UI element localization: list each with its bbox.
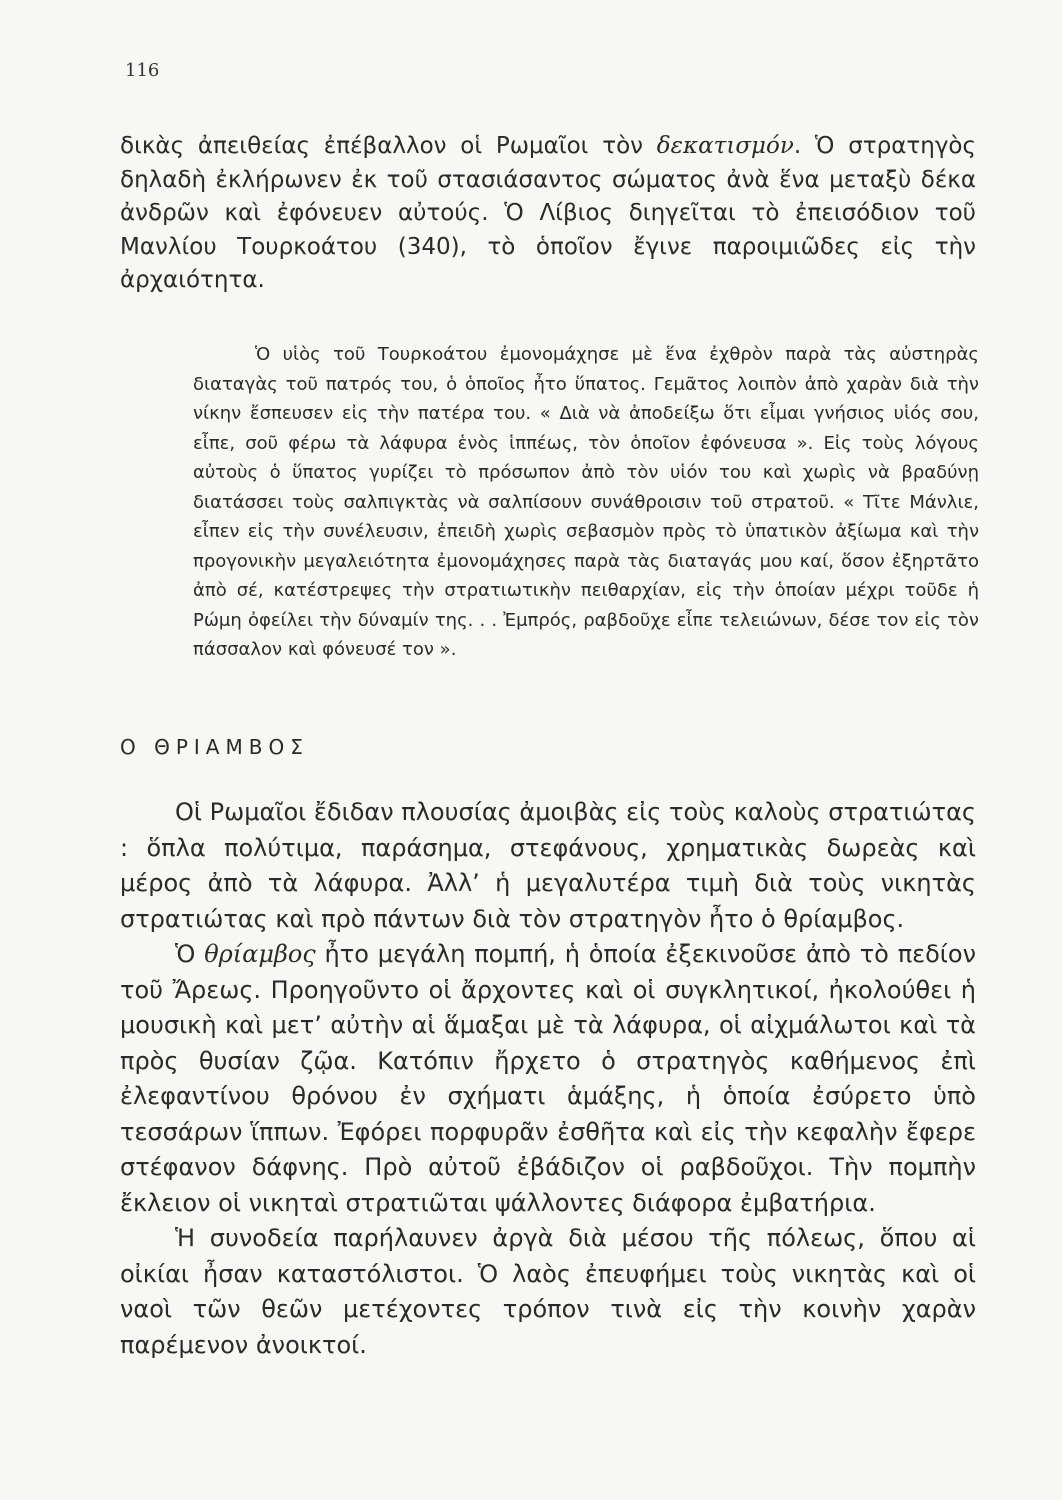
paragraph-text: Ἡ συνοδεία παρήλαυνεν ἀργὰ διὰ μέσου τῆς πόλεως, ὅπου αἱ οἰκίαι ἦσαν καταστόλιστοι. Ὁ λαὸς ἐπευφήμει τοὺς νικητὰς καὶ οἱ ναοὶ τῶν θεῶν μετέχοντες τρόπον τινὰ εἰς τὴν κοινὴν χαρὰν παρέμενον ἀνοικτοί. <box>120 1224 976 1359</box>
intro-paragraph <box>120 130 976 298</box>
quote-paragraph <box>193 340 979 665</box>
section-paragraph-2 <box>120 937 976 1221</box>
paragraph-text: ἦτο μεγάλη πομπή, ἡ ὁποία ἐξεκινοῦσε ἀπὸ τὸ πεδίον τοῦ Ἄρεως. Προηγοῦντο οἱ ἄρχοντες καὶ οἱ συγκλητικοί, ἠκολούθει ἡ μουσικὴ καὶ μετ’ αὐτὴν αἱ ἅμαξαι μὲ τὰ λάφυρα, οἱ αἰχμάλωτοι καὶ τὰ πρὸς θυσίαν ζῷα. Κατόπιν ἤρχετο ὁ στρατηγὸς καθήμενος ἐπὶ ἐλεφαντίνου θρόνου ἐν σχήματι ἁμάξης, ἡ ὁποία ἐσύρετο ὑπὸ τεσσάρων ἵππων. Ἐφόρει πορφυρᾶν ἐσθῆτα καὶ εἰς τὴν κεφαλὴν ἔφερε στέφανον δάφνης. Πρὸ αὐτοῦ ἐβάδιζον οἱ ραβδοῦχοι. Τὴν πομπὴν ἔκλειον οἱ νικηταὶ στρατιῶται ψάλλοντες διάφορα ἐμβατήρια. <box>120 940 977 1217</box>
quote-text: Ὁ υἱὸς τοῦ Τουρκοάτου ἐμονομάχησε μὲ ἕνα ἐχθρὸν παρὰ τὰς αὐστηρὰς διαταγὰς τοῦ πατρός του, ὁ ὁποῖος ἦτο ὕπατος. Γεμᾶτος λοιπὸν ἀπὸ χαρὰν διὰ τὴν νίκην ἔσπευσεν εἰς τὴν πατέρα του. « Διὰ νὰ ἀποδείξω ὅτι εἶμαι γνήσιος υἱός σου, εἶπε, σοῦ φέρω τὰ λάφυρα ἑνὸς ἱππέως, τὸν ὁποῖον ἐφόνευσα ». Εἰς τοὺς λόγους αὐτοὺς ὁ ὕπατος γυρίζει τὸ πρόσωπον ἀπὸ τὸν υἱόν του καὶ χωρὶς νὰ βραδύνῃ διατάσσει τοὺς σαλπιγκτὰς νὰ σαλπίσουν συνάθροισιν τοῦ στρατοῦ. « Τῖτε Μάνλιε, εἶπεν εἰς τὴν συνέλευσιν, ἐπειδὴ χωρὶς σεβασμὸν πρὸς τὸ ὑπατικὸν ἀξίωμα καὶ τὴν προγονικὴν μεγαλειότητα ἐμονομάχησες παρὰ τὰς διαταγάς μου καί, ὅσον ἐξηρτᾶτο ἀπὸ σέ, κατέστρεψες τὴν στρατιωτικὴν πειθαρχίαν, εἰς τὴν ὁποίαν μέχρι τοῦδε ἡ Ρώμη ὀφείλει τὴν δύναμίν της. . . Ἐμπρός, ραβδοῦχε εἶπε τελειώνων, δέσε τον εἰς τὸν πάσσαλον καὶ φόνευσέ τον ». <box>193 344 979 660</box>
paragraph-text: Οἱ Ρωμαῖοι ἔδιδαν πλουσίας ἀμοιβὰς εἰς τοὺς καλοὺς στρατιώτας : ὅπλα πολύτιμα, παράσημα, στεφάνους, χρηματικὰς δωρεὰς καὶ μέρος ἀπὸ τὰ λάφυρα. Ἀλλ’ ἡ μεγαλυτέρα τιμὴ διὰ τοὺς νικητὰς στρατιώτας καὶ πρὸ πάντων διὰ τὸν στρατηγὸν ἦτο ὁ θρίαμβος. <box>120 798 976 933</box>
page-number: 116 <box>125 60 160 81</box>
intro-text-after: . Ὁ στρατηγὸς δηλαδὴ ἐκλήρωνεν ἐκ τοῦ στασιάσαντος σώματος ἀνὰ ἕνα μεταξὺ δέκα ἀνδρῶν καὶ ἐφόνευεν αὐτούς. Ὁ Λίβιος διηγεῖται τὸ ἐπεισόδιον τοῦ Μανλίου Τουρκοάτου (340), τὸ ὁποῖον ἔγινε παροιμιῶδες εἰς τὴν ἀρχαιότητα. <box>120 133 976 293</box>
intro-italic-term: δεκατισμόν <box>656 133 794 159</box>
section-heading: Ο ΘΡΙΑΜΒΟΣ <box>120 735 309 759</box>
section-paragraph-3 <box>120 1221 976 1363</box>
section-body <box>120 795 976 1363</box>
section-paragraph-1 <box>120 795 976 937</box>
intro-text-before: δικὰς ἀπειθείας ἐπέβαλλον οἱ Ρωμαῖοι τὸν <box>120 133 657 159</box>
paragraph-lead: Ὁ <box>175 940 205 968</box>
intro-paragraph-text <box>120 130 976 298</box>
paragraph-italic-term: θρίαμβος <box>204 940 316 968</box>
